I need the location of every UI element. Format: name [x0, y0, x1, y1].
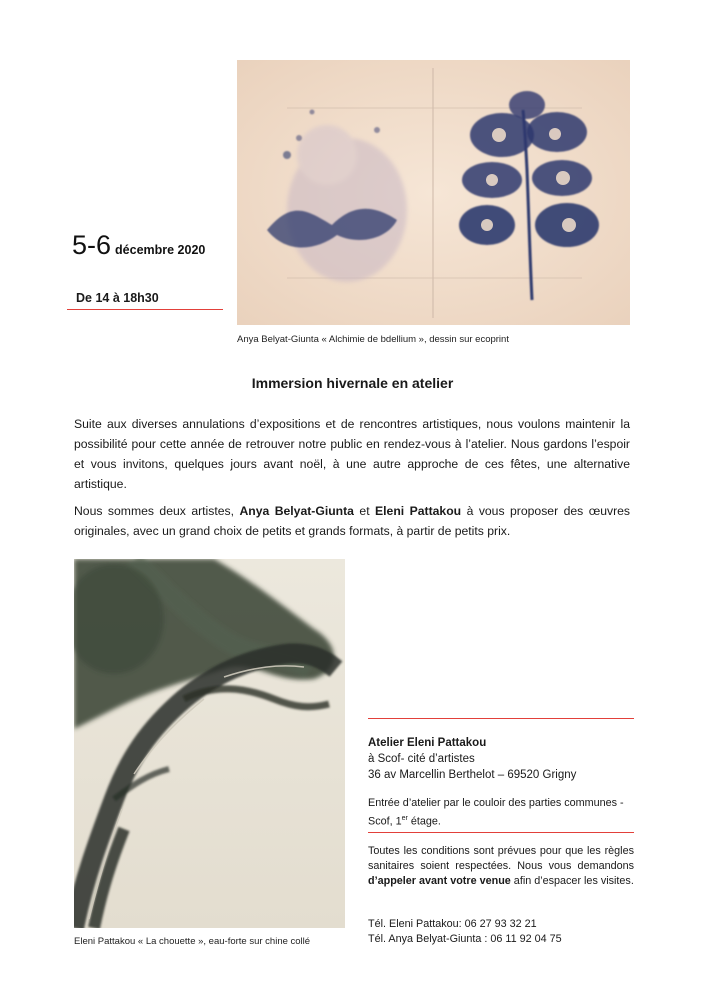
entrance-text-end: étage.: [407, 815, 441, 828]
caption-title: « Alchimie de bdellium »: [321, 334, 424, 345]
venue-line-1: à Scof- cité d’artistes: [368, 753, 475, 765]
phone-contacts: [368, 917, 562, 947]
artwork-chouette-caption: Eleni Pattakou « La chouette », eau-forte sur chine collé: [74, 936, 311, 947]
conditions-emphasis: d’appeler avant votre venue: [368, 875, 511, 887]
event-month: décembre 2020: [115, 243, 206, 257]
conditions-start: Toutes les conditions sont prévues pour que les règles sanitaires soient respectées. Nous vous demandons: [368, 845, 634, 872]
artwork-chouette-image: [74, 559, 345, 928]
artwork-alchimie-image: [237, 60, 630, 325]
artists-text-end: à vous proposer des œuvres originales, avec un grand choix de petits et grands formats, à partir de petits prix.: [74, 504, 631, 538]
entrance-info: [368, 796, 634, 830]
info-divider-bottom: [368, 832, 634, 833]
entrance-sup: er: [401, 815, 408, 822]
etching-tree: [74, 559, 345, 928]
venue-address: [368, 735, 576, 783]
venue-line-2: 36 av Marcellin Berthelot – 69520 Grigny: [368, 769, 577, 781]
ecoprint-drawing: [237, 60, 630, 325]
caption-artist: Anya Belyat-Giunta: [237, 334, 319, 345]
info-divider-top: [368, 718, 634, 719]
artist-name-eleni: Eleni Pattakou: [375, 504, 462, 518]
intro-paragraph: Suite aux diverses annulations d’expositions et de rencontres artistiques, nous voulons maintenir la possibilité pour cette année de retrouver notre public en rendez-vous à l’atelier. Nous gardons l’espoir et vous invitons, quelques jours avant noël, à une autre approche de ces fêtes, une alternative artistique.: [74, 417, 630, 491]
artists-text-start: Nous sommes deux artistes,: [74, 504, 240, 518]
artists-paragraph: [74, 501, 630, 541]
artists-text-and: et: [353, 504, 376, 518]
event-days: 5-6: [72, 230, 112, 260]
caption-medium: , dessin sur ecoprint: [423, 334, 509, 345]
event-hours: De 14 à 18h30: [76, 291, 159, 305]
date-divider: [67, 309, 223, 310]
event-date: [72, 232, 205, 259]
phone-anya: Tél. Anya Belyat-Giunta : 06 11 92 04 75: [368, 933, 562, 945]
phone-eleni: Tél. Eleni Pattakou: 06 27 93 32 21: [368, 918, 537, 930]
conditions-end: afin d’espacer les visites.: [510, 875, 634, 887]
artist-name-anya: Anya Belyat-Giunta: [239, 504, 354, 518]
page-title: Immersion hivernale en atelier: [251, 375, 454, 391]
artwork-alchimie-caption: [237, 334, 509, 345]
venue-name: Atelier Eleni Pattakou: [368, 737, 487, 749]
entrance-text-start: Entrée d’atelier par le couloir des parties communes - Scof, 1: [368, 797, 624, 828]
sanitary-conditions: [368, 844, 634, 889]
